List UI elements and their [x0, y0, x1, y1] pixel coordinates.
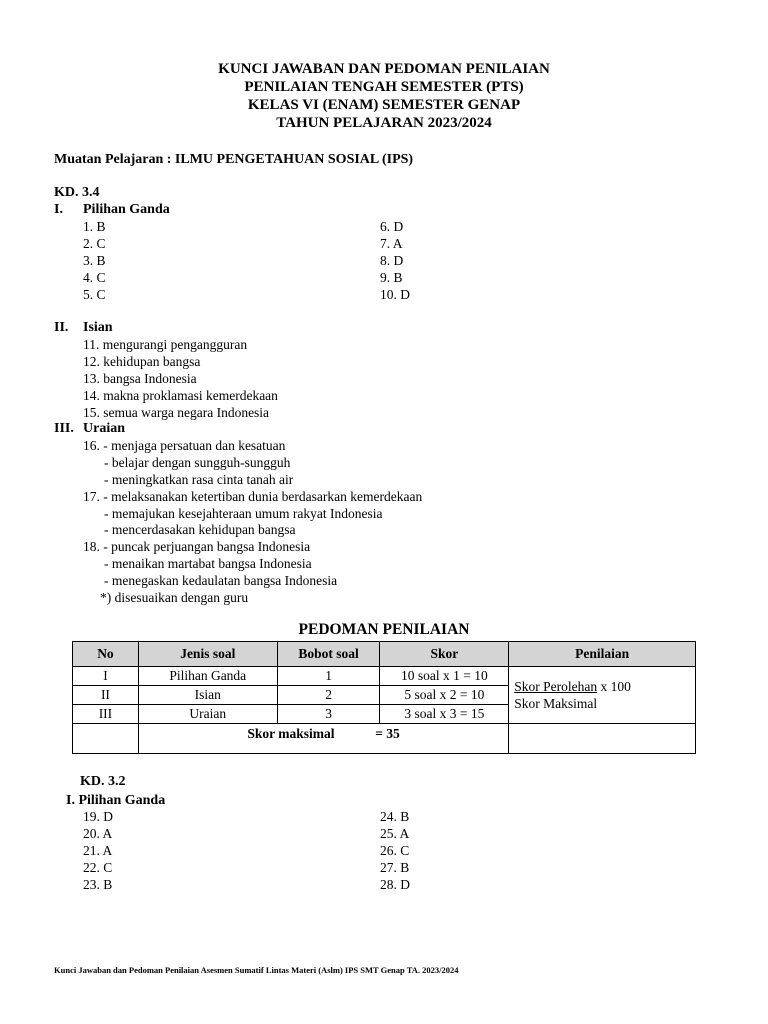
kd1-answer: 5. C: [83, 287, 106, 302]
kd2-answer: 27. B: [380, 860, 410, 875]
kd2-answer: 22. C: [83, 860, 113, 875]
isian-num: II.: [54, 320, 69, 335]
formula-multiplier: x 100: [597, 679, 631, 694]
cell-bobot: 2: [277, 686, 380, 705]
kd1-answer: 9. B: [380, 270, 403, 285]
kd2-answer: 28. D: [380, 877, 410, 892]
doc-title-line-3: KELAS VI (ENAM) SEMESTER GENAP: [247, 97, 521, 113]
page-footer: Kunci Jawaban dan Pedoman Penilaian Asesmen Sumatif Lintas Materi (Aslm) IPS SMT Genap TA. 2023/2024: [54, 965, 459, 975]
doc-title-line-2: PENILAIAN TENGAH SEMESTER (PTS): [244, 79, 524, 95]
uraian-answer: - menaikan martabat bangsa Indonesia: [104, 556, 312, 571]
kd2-answer: 25. A: [380, 826, 410, 841]
uraian-title: Uraian: [83, 421, 125, 436]
uraian-answer: - menegaskan kedaulatan bangsa Indonesia: [104, 573, 338, 588]
kd2-answer: 24. B: [380, 809, 410, 824]
subject-line: Muatan Pelajaran : ILMU PENGETAHUAN SOSIAL (IPS): [54, 152, 414, 167]
col-header-jenis: Jenis soal: [138, 642, 277, 667]
kd2-answer: 21. A: [83, 843, 113, 858]
cell-bobot: 1: [277, 667, 380, 686]
kd2-answer: 23. B: [83, 877, 113, 892]
total-cell: [138, 724, 508, 754]
kd2-label: KD. 3.2: [80, 774, 126, 789]
uraian-answer: - memajukan kesejahteraan umum rakyat Indonesia: [104, 506, 383, 521]
table-row: [73, 667, 696, 686]
kd1-answer: 6. D: [380, 219, 404, 234]
cell-skor: 5 soal x 2 = 10: [380, 686, 509, 705]
cell-jenis: Isian: [138, 686, 277, 705]
cell-empty: [509, 724, 696, 754]
pedoman-title: PEDOMAN PENILAIAN: [298, 621, 470, 638]
isian-answer: 14. makna proklamasi kemerdekaan: [83, 388, 278, 403]
formula-numerator: Skor Perolehan: [514, 679, 598, 694]
uraian-answer: 16. - menjaga persatuan dan kesatuan: [83, 438, 286, 453]
kd2-answer: 26. C: [380, 843, 410, 858]
cell-empty: [73, 724, 139, 754]
formula-denominator: Skor Maksimal: [514, 696, 598, 711]
col-header-penilaian: Penilaian: [509, 642, 696, 667]
cell-no: I: [73, 667, 139, 686]
isian-answer: 12. kehidupan bangsa: [83, 354, 201, 369]
kd1-answer: 4. C: [83, 270, 106, 285]
doc-title-line-1: KUNCI JAWABAN DAN PEDOMAN PENILAIAN: [218, 61, 550, 77]
uraian-answer: - belajar dengan sungguh-sungguh: [104, 455, 291, 470]
table-header-row: [73, 642, 696, 667]
scoring-table: [72, 641, 696, 754]
cell-no: III: [73, 705, 139, 724]
total-value: = 35: [375, 726, 400, 741]
uraian-answer: 18. - puncak perjuangan bangsa Indonesia: [83, 539, 311, 554]
doc-title-line-4: TAHUN PELAJARAN 2023/2024: [276, 115, 492, 131]
kd2-pg-title: I. Pilihan Ganda: [66, 793, 166, 808]
table-total-row: [73, 724, 696, 754]
uraian-num: III.: [54, 421, 74, 436]
isian-answer: 11. mengurangi pengangguran: [83, 337, 248, 352]
cell-bobot: 3: [277, 705, 380, 724]
total-label: Skor maksimal: [247, 726, 335, 741]
kd1-pg-num: I.: [54, 202, 63, 217]
kd1-answer: 2. C: [83, 236, 106, 251]
kd1-pg-title: Pilihan Ganda: [83, 202, 170, 217]
kd1-answer: 10. D: [380, 287, 410, 302]
isian-answer: 15. semua warga negara Indonesia: [83, 405, 270, 420]
cell-jenis: Uraian: [138, 705, 277, 724]
col-header-skor: Skor: [380, 642, 509, 667]
kd2-answer: 19. D: [83, 809, 113, 824]
col-header-no: No: [73, 642, 139, 667]
cell-jenis: Pilihan Ganda: [138, 667, 277, 686]
uraian-answer: - mencerdasakan kehidupan bangsa: [104, 522, 296, 537]
kd1-answer: 3. B: [83, 253, 106, 268]
isian-title: Isian: [83, 320, 113, 335]
cell-skor: 10 soal x 1 = 10: [380, 667, 509, 686]
kd1-answer: 8. D: [380, 253, 404, 268]
penilaian-formula: [509, 667, 696, 724]
cell-no: II: [73, 686, 139, 705]
isian-answer: 13. bangsa Indonesia: [83, 371, 197, 386]
kd1-label: KD. 3.4: [54, 185, 100, 200]
uraian-answer: 17. - melaksanakan ketertiban dunia berdasarkan kemerdekaan: [83, 489, 423, 504]
uraian-answer: - meningkatkan rasa cinta tanah air: [104, 472, 294, 487]
kd1-answer: 7. A: [380, 236, 403, 251]
col-header-bobot: Bobot soal: [277, 642, 380, 667]
teacher-note: *) disesuaikan dengan guru: [100, 590, 249, 605]
kd2-answer: 20. A: [83, 826, 113, 841]
kd1-answer: 1. B: [83, 219, 106, 234]
cell-skor: 3 soal x 3 = 15: [380, 705, 509, 724]
